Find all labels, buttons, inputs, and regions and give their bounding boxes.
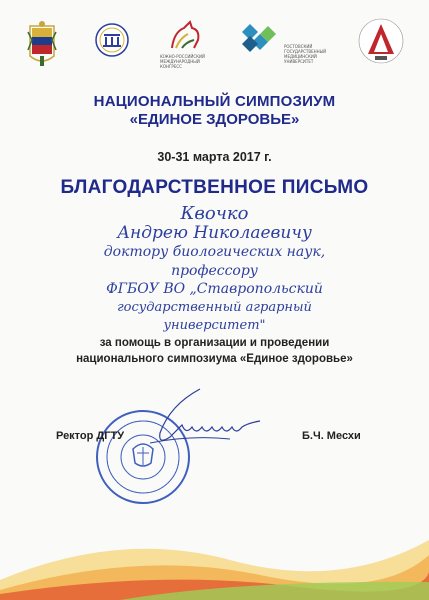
rector-name: Б.Ч. Месхи — [302, 430, 361, 442]
rostgmu-logo-icon — [238, 22, 280, 56]
letter-heading: БЛАГОДАРСТВЕННОЕ ПИСЬМО — [60, 177, 369, 198]
logo3-caption: ЮЖНО-РОССИЙСКИЙ МЕЖДУНАРОДНЫЙ КОНГРЕСС — [160, 54, 205, 69]
handwritten-org-line1: ФГБОУ ВО „Ставропольский — [106, 281, 323, 297]
body-text-line1: за помощь в организации и проведении — [99, 337, 330, 349]
handwritten-degree: доктору биологических наук, — [103, 244, 326, 260]
decorative-waves — [0, 490, 429, 600]
symposium-title: НАЦИОНАЛЬНЫЙ СИМПОЗИУМ — [93, 93, 336, 110]
event-date: 30-31 марта 2017 г. — [157, 150, 272, 164]
handwritten-name: Андрею Николаевичу — [117, 223, 312, 243]
rostov-coat-of-arms-icon — [26, 20, 58, 68]
handwritten-org-line3: университет" — [163, 318, 266, 333]
logos-row — [14, 14, 415, 74]
handwritten-signature — [130, 385, 275, 460]
handwritten-org-line2: государственный аграрный — [117, 300, 312, 315]
handwritten-surname: Квочко — [180, 203, 249, 224]
symposium-subtitle: «ЕДИНОЕ ЗДОРОВЬЕ» — [129, 111, 300, 128]
body-text-line2: национального симпозиума «Единое здоровье» — [76, 353, 353, 365]
dgtu-emblem-icon — [94, 22, 130, 62]
rector-label: Ректор ДГТУ — [56, 430, 125, 442]
logo4-caption: РОСТОВСКИЙ ГОСУДАРСТВЕННЫЙ МЕДИЦИНСКИЙ УНИВЕРСИТЕТ — [284, 44, 327, 64]
handwritten-title: профессору — [171, 263, 258, 279]
horse-congress-logo-icon — [164, 18, 208, 54]
sfedu-logo-icon — [354, 14, 408, 72]
